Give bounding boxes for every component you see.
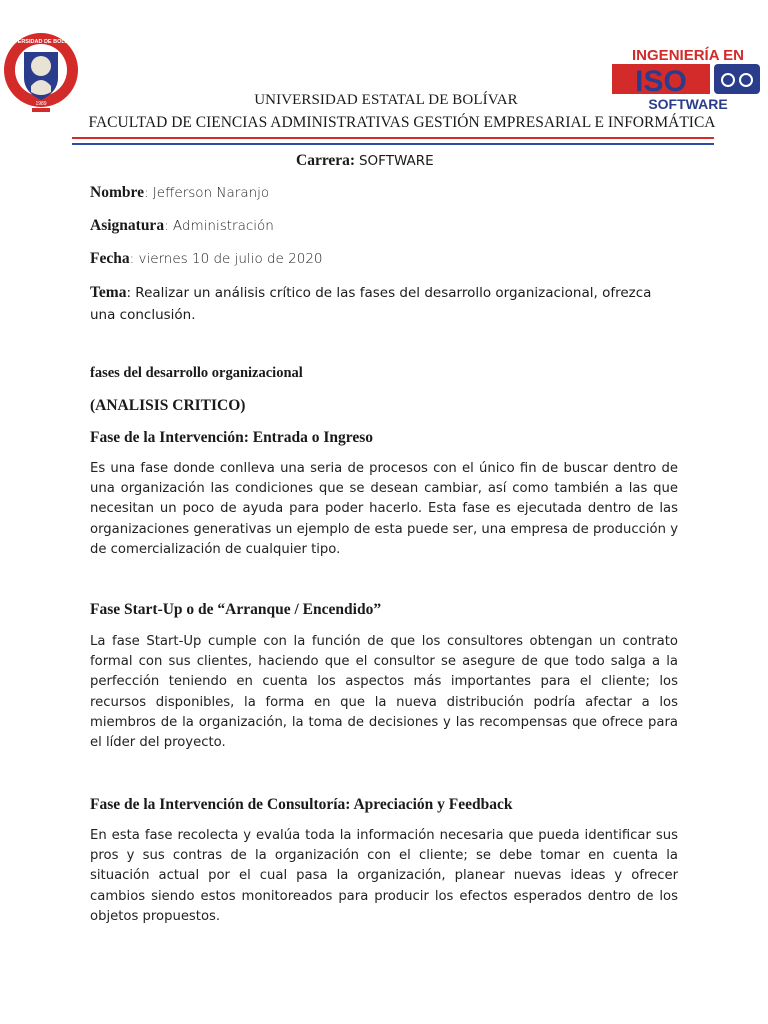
- section-text-startup: La fase Start-Up cumple con la función de que los consultores obtengan un contrato formal con sus clientes, haciendo que el consultor se asegure de que todo salga a la perfección teniendo en cuenta los aspectos más importantes para el cliente; los recursos disponibles, la forma en que la nueva distribución podría afectar a los miembros de la organización, la toma de decisiones y las recompensas que ofrece para el líder del proyecto.: [90, 634, 678, 751]
- university-name: UNIVERSIDAD ESTATAL DE BOLÍVAR: [254, 92, 518, 108]
- asignatura-value: : Administración: [164, 218, 274, 234]
- seal-ring-text: UNIVERSIDAD DE BOLÍVAR: [4, 39, 78, 45]
- section-title-entrada: Fase de la Intervención: Entrada o Ingreso: [90, 429, 374, 446]
- seal-year: 1989: [35, 101, 47, 107]
- section-text-entrada: Es una fase donde conlleva una seria de procesos con el único fin de buscar dentro de una organización las condiciones que se desean cambiar, así como también a las que necesitan un poco de ayuda para poder hacerlo. Esta fase es ejecutada dentro de las organizaciones generativas un ejemplo de esta puede ser, una empresa de producción y de comercialización de cualquier tipo.: [90, 461, 678, 557]
- carrera-label: Carrera:: [296, 152, 356, 169]
- section-title-startup: Fase Start-Up o de “Arranque / Encendido”: [90, 601, 382, 618]
- faculty-name: FACULTAD DE CIENCIAS ADMINISTRATIVAS GESTIÓN EMPRESARIAL E INFORMÁTICA: [88, 114, 716, 131]
- fecha-line: [90, 250, 323, 268]
- carrera-value: SOFTWARE: [358, 153, 434, 169]
- section-text-feedback: En esta fase recolecta y evalúa toda la información necesaria que pueda identificar sus pros y sus contras de la organización con el cliente; se debe tomar en cuenta la situación actual por el cual pasa la organización, planear nuevas ideas y ofrecer cambios siendo estos monitoreados para producir los efectos esperados dentro de los objetos propuestos.: [90, 828, 678, 924]
- tema-label: Tema: [90, 284, 127, 301]
- fecha-value: : viernes 10 de julio de 2020: [129, 251, 323, 267]
- asignatura-label: Asignatura: [90, 217, 165, 234]
- asignatura-line: [90, 217, 274, 235]
- carrera-line: [296, 152, 434, 170]
- nombre-line: [90, 184, 269, 202]
- nombre-label: Nombre: [90, 184, 144, 201]
- section-title-feedback: Fase de la Intervención de Consultoría: Apreciación y Feedback: [90, 796, 513, 813]
- nombre-value: : Jefferson Naranjo: [143, 185, 270, 201]
- tema-value: : Realizar un análisis crítico de las fases del desarrollo organizacional, ofrezca una conclusión.: [90, 285, 652, 323]
- logo-top-text: INGENIERÍA EN: [632, 47, 744, 64]
- header-rule-red: [72, 137, 714, 139]
- fecha-label: Fecha: [90, 250, 130, 267]
- sub-heading: (ANALISIS CRITICO): [90, 397, 246, 414]
- logo-iso-text: ISO: [635, 65, 687, 98]
- main-heading: fases del desarrollo organizacional: [90, 365, 303, 381]
- header-rule-blue: [72, 143, 714, 145]
- tema-line: [90, 282, 680, 326]
- logo-bottom-text: SOFTWARE: [648, 96, 728, 112]
